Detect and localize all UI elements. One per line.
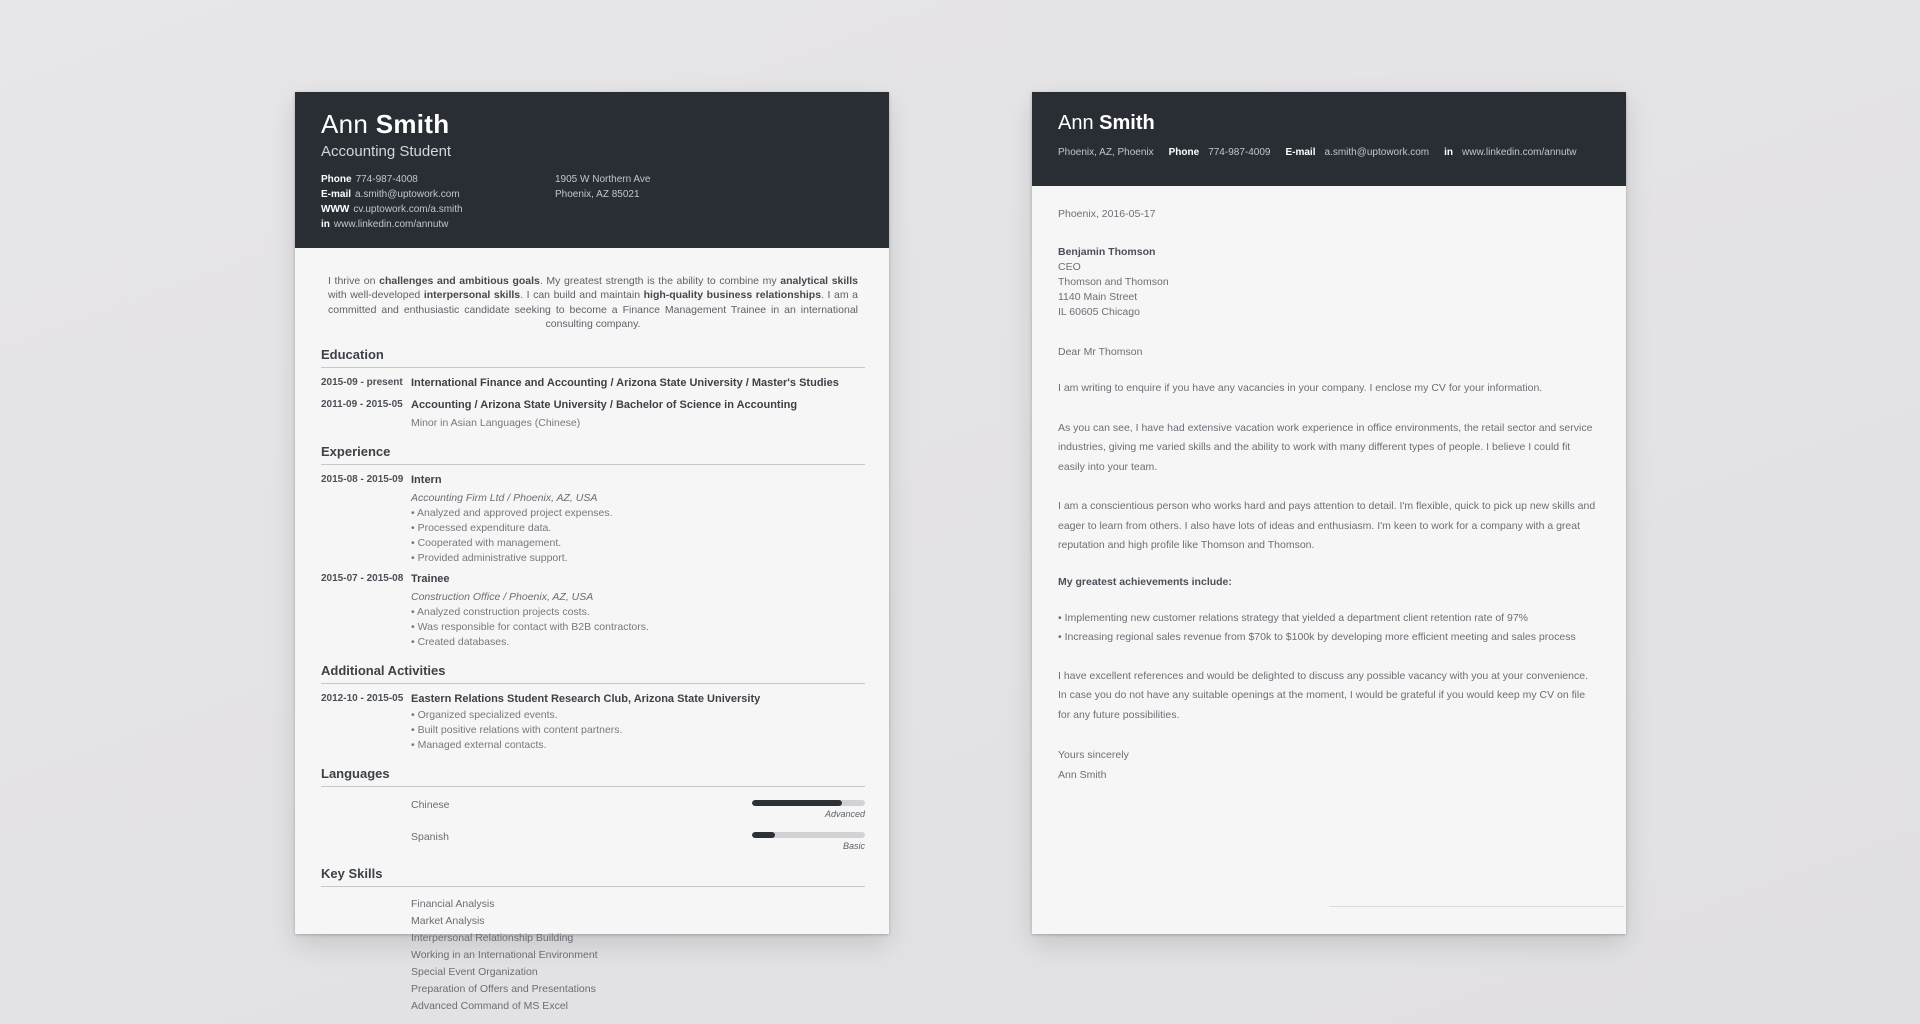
education-degree: International Finance and Accounting / Arizona State University / Master's Studies [411, 376, 839, 389]
skill-name: Interpersonal Relationship Building [411, 931, 574, 944]
language-progress-track [752, 832, 865, 838]
summary-segment-bold: analytical skills [780, 274, 858, 287]
language-level-label: Advanced [824, 808, 865, 819]
language-progress-track [752, 800, 865, 806]
language-progress-fill [752, 832, 775, 838]
resume-email-row [321, 187, 555, 202]
section-title-experience: Experience [321, 444, 865, 465]
www-value: cv.uptowork.com/a.smith [353, 204, 463, 215]
resume-www-row [321, 202, 555, 217]
language-name: Spanish [411, 830, 449, 843]
phone-label: Phone [321, 174, 352, 185]
summary-segment-bold: challenges and ambitious goals [379, 274, 540, 287]
resume-contact-right [555, 172, 650, 232]
experience-bullet: • Analyzed construction projects costs. [411, 607, 865, 618]
skill-row [321, 998, 865, 1015]
cover-letter-page [1032, 92, 1626, 934]
resume-page [295, 92, 889, 1012]
letter-footer-divider [1329, 906, 1624, 907]
letter-last-name: Smith [1099, 112, 1155, 134]
letter-closing-paragraph: I have excellent references and would be delighted to discuss any possible vacancy with you at your convenience. In case you do not have any suitable openings at the moment, I would be grateful if you would keep my CV on file for any future possibilities. [1058, 669, 1588, 721]
email-label: E-mail [321, 189, 352, 200]
letter-paragraph: As you can see, I have had extensive vacation work experience in office environments, the retail sector and service industries, giving me varied skills and the ability to work with many different types of people. I believe I could fit easily into your team. [1058, 421, 1593, 473]
additional-activity-bullet: • Managed external contacts. [411, 740, 865, 751]
resume-job-title: Accounting Student [321, 143, 452, 160]
summary-segment: . I am a committed and enthusiastic candidate seeking to become a Finance Management Trainee in an international consulting company. [328, 289, 858, 330]
summary-segment: . I can build and maintain [520, 289, 644, 301]
skill-row [321, 896, 865, 913]
summary-segment: with well-developed [328, 289, 424, 301]
resume-body [295, 248, 889, 1015]
letter-email [1285, 147, 1429, 158]
summary-segment: I thrive on [328, 274, 380, 287]
experience-company: Construction Office / Phoenix, AZ, USA [411, 590, 594, 603]
experience-position: Intern [411, 473, 442, 486]
summary-segment-bold: interpersonal skills [423, 289, 521, 301]
education-date: 2015-09 - present [321, 376, 403, 388]
achievement-bullet: • Implementing new customer relations strategy that yielded a department client retention rate of 97% [1058, 609, 1598, 628]
experience-row [321, 473, 865, 564]
experience-bullet: • Cooperated with management. [411, 538, 865, 549]
resume-contact-block [321, 172, 865, 232]
language-progress-fill [752, 800, 842, 806]
letter-signature: Ann Smith [1058, 769, 1107, 781]
language-row [321, 829, 865, 851]
experience-row [321, 572, 865, 648]
resume-summary [321, 274, 865, 332]
linkedin-value: www.linkedin.com/annutw [1462, 147, 1577, 158]
skill-row [321, 947, 865, 964]
language-bar-block [752, 829, 865, 851]
education-row [321, 398, 865, 429]
resume-linkedin-row [321, 217, 555, 232]
section-title-key-skills: Key Skills [321, 866, 865, 887]
phone-label: Phone [1168, 147, 1200, 158]
letter-first-name: Ann [1058, 112, 1094, 134]
language-row [321, 797, 865, 819]
language-level-label: Basic [842, 840, 865, 851]
email-value: a.smith@uptowork.com [1324, 147, 1430, 158]
letter-achievements-heading: My greatest achievements include: [1058, 575, 1232, 588]
section-title-additional-activities: Additional Activities [321, 663, 865, 684]
section-title-education: Education [321, 347, 865, 368]
letter-body [1032, 186, 1626, 785]
skill-row [321, 964, 865, 981]
experience-bullet: • Processed expenditure data. [411, 523, 865, 534]
resume-name [321, 109, 865, 139]
email-label: E-mail [1285, 147, 1316, 158]
additional-activity-title: Eastern Relations Student Research Club, Arizona State University [411, 692, 761, 705]
resume-header [295, 92, 889, 248]
letter-recipient-block [1058, 245, 1598, 320]
linkedin-value: www.linkedin.com/annutw [333, 219, 449, 230]
experience-bullet: • Created databases. [411, 637, 865, 648]
www-label: WWW [321, 204, 350, 215]
letter-location: Phoenix, AZ, Phoenix [1058, 147, 1154, 158]
additional-activity-bullet: • Organized specialized events. [411, 710, 865, 721]
recipient-city: IL 60605 Chicago [1058, 306, 1140, 318]
address-line1: 1905 W Northern Ave [555, 174, 651, 185]
linkedin-icon: in [321, 219, 330, 230]
recipient-title: CEO [1058, 261, 1081, 273]
phone-value: 774-987-4009 [1208, 147, 1271, 158]
education-degree: Accounting / Arizona State University / Bachelor of Science in Accounting [411, 398, 798, 411]
education-date: 2011-09 - 2015-05 [321, 398, 403, 410]
language-date-spacer [321, 797, 411, 819]
recipient-company: Thomson and Thomson [1058, 276, 1169, 288]
education-note: Minor in Asian Languages (Chinese) [411, 416, 581, 429]
letter-phone [1169, 147, 1271, 158]
skill-row [321, 913, 865, 930]
letter-achievements-list [1058, 609, 1598, 647]
skill-name: Working in an International Environment [411, 948, 598, 961]
resume-first-name: Ann [321, 109, 369, 139]
letter-header [1032, 92, 1626, 186]
experience-bullet: • Analyzed and approved project expenses. [411, 508, 865, 519]
resume-last-name: Smith [375, 109, 450, 139]
additional-activity-bullet: • Built positive relations with content partners. [411, 725, 865, 736]
recipient-name: Benjamin Thomson [1058, 246, 1156, 258]
experience-bullets [411, 508, 865, 564]
education-row [321, 376, 865, 390]
experience-position: Trainee [411, 572, 450, 585]
skill-name: Market Analysis [411, 914, 485, 927]
language-bar-block [752, 797, 865, 819]
letter-name [1058, 111, 1602, 135]
letter-contact-line [1058, 147, 1602, 158]
letter-paragraph: I am writing to enquire if you have any vacancies in your company. I enclose my CV for your information. [1058, 382, 1543, 394]
summary-segment-bold: high-quality business relationships [643, 289, 822, 301]
achievement-bullet: • Increasing regional sales revenue from $70k to $100k by developing more efficient meeting and sales process [1058, 628, 1598, 647]
language-name: Chinese [411, 798, 450, 811]
letter-linkedin [1444, 147, 1576, 158]
key-skills-list [321, 896, 865, 1015]
language-date-spacer [321, 829, 411, 851]
additional-activity-row [321, 692, 865, 751]
experience-company: Accounting Firm Ltd / Phoenix, AZ, USA [411, 491, 598, 504]
skill-name: Financial Analysis [411, 897, 495, 910]
linkedin-icon: in [1444, 147, 1454, 158]
skill-name: Special Event Organization [411, 965, 538, 978]
skill-name: Preparation of Offers and Presentations [411, 982, 596, 995]
experience-date: 2015-07 - 2015-08 [321, 572, 404, 584]
letter-valediction: Yours sincerely [1058, 749, 1129, 761]
letter-valediction-block [1058, 745, 1598, 785]
skill-row [321, 930, 865, 947]
phone-value: 774-987-4008 [355, 174, 418, 185]
experience-bullet: • Provided administrative support. [411, 553, 865, 564]
resume-phone-row [321, 172, 555, 187]
additional-activity-bullets [411, 710, 865, 751]
experience-bullets [411, 607, 865, 648]
email-value: a.smith@uptowork.com [355, 189, 460, 200]
experience-date: 2015-08 - 2015-09 [321, 473, 404, 485]
recipient-street: 1140 Main Street [1058, 291, 1138, 303]
skill-row [321, 981, 865, 998]
summary-segment: . My greatest strength is the ability to combine my [539, 274, 781, 287]
section-title-languages: Languages [321, 766, 865, 787]
address-line2: Phoenix, AZ 85021 [555, 189, 640, 200]
experience-bullet: • Was responsible for contact with B2B contractors. [411, 622, 865, 633]
letter-salutation: Dear Mr Thomson [1058, 346, 1143, 358]
additional-activity-date: 2012-10 - 2015-05 [321, 692, 404, 704]
letter-paragraph: I am a conscientious person who works hard and pays attention to detail. I'm flexible, quick to pick up new skills and eager to learn from others. I also have lots of ideas and enthusiasm. I'm keen to work for a company with a great reputation and high profile like Thomson and Thomson. [1058, 500, 1596, 551]
resume-contact-left [321, 172, 555, 232]
skill-name: Advanced Command of MS Excel [411, 999, 568, 1012]
letter-dateline: Phoenix, 2016-05-17 [1058, 208, 1156, 220]
